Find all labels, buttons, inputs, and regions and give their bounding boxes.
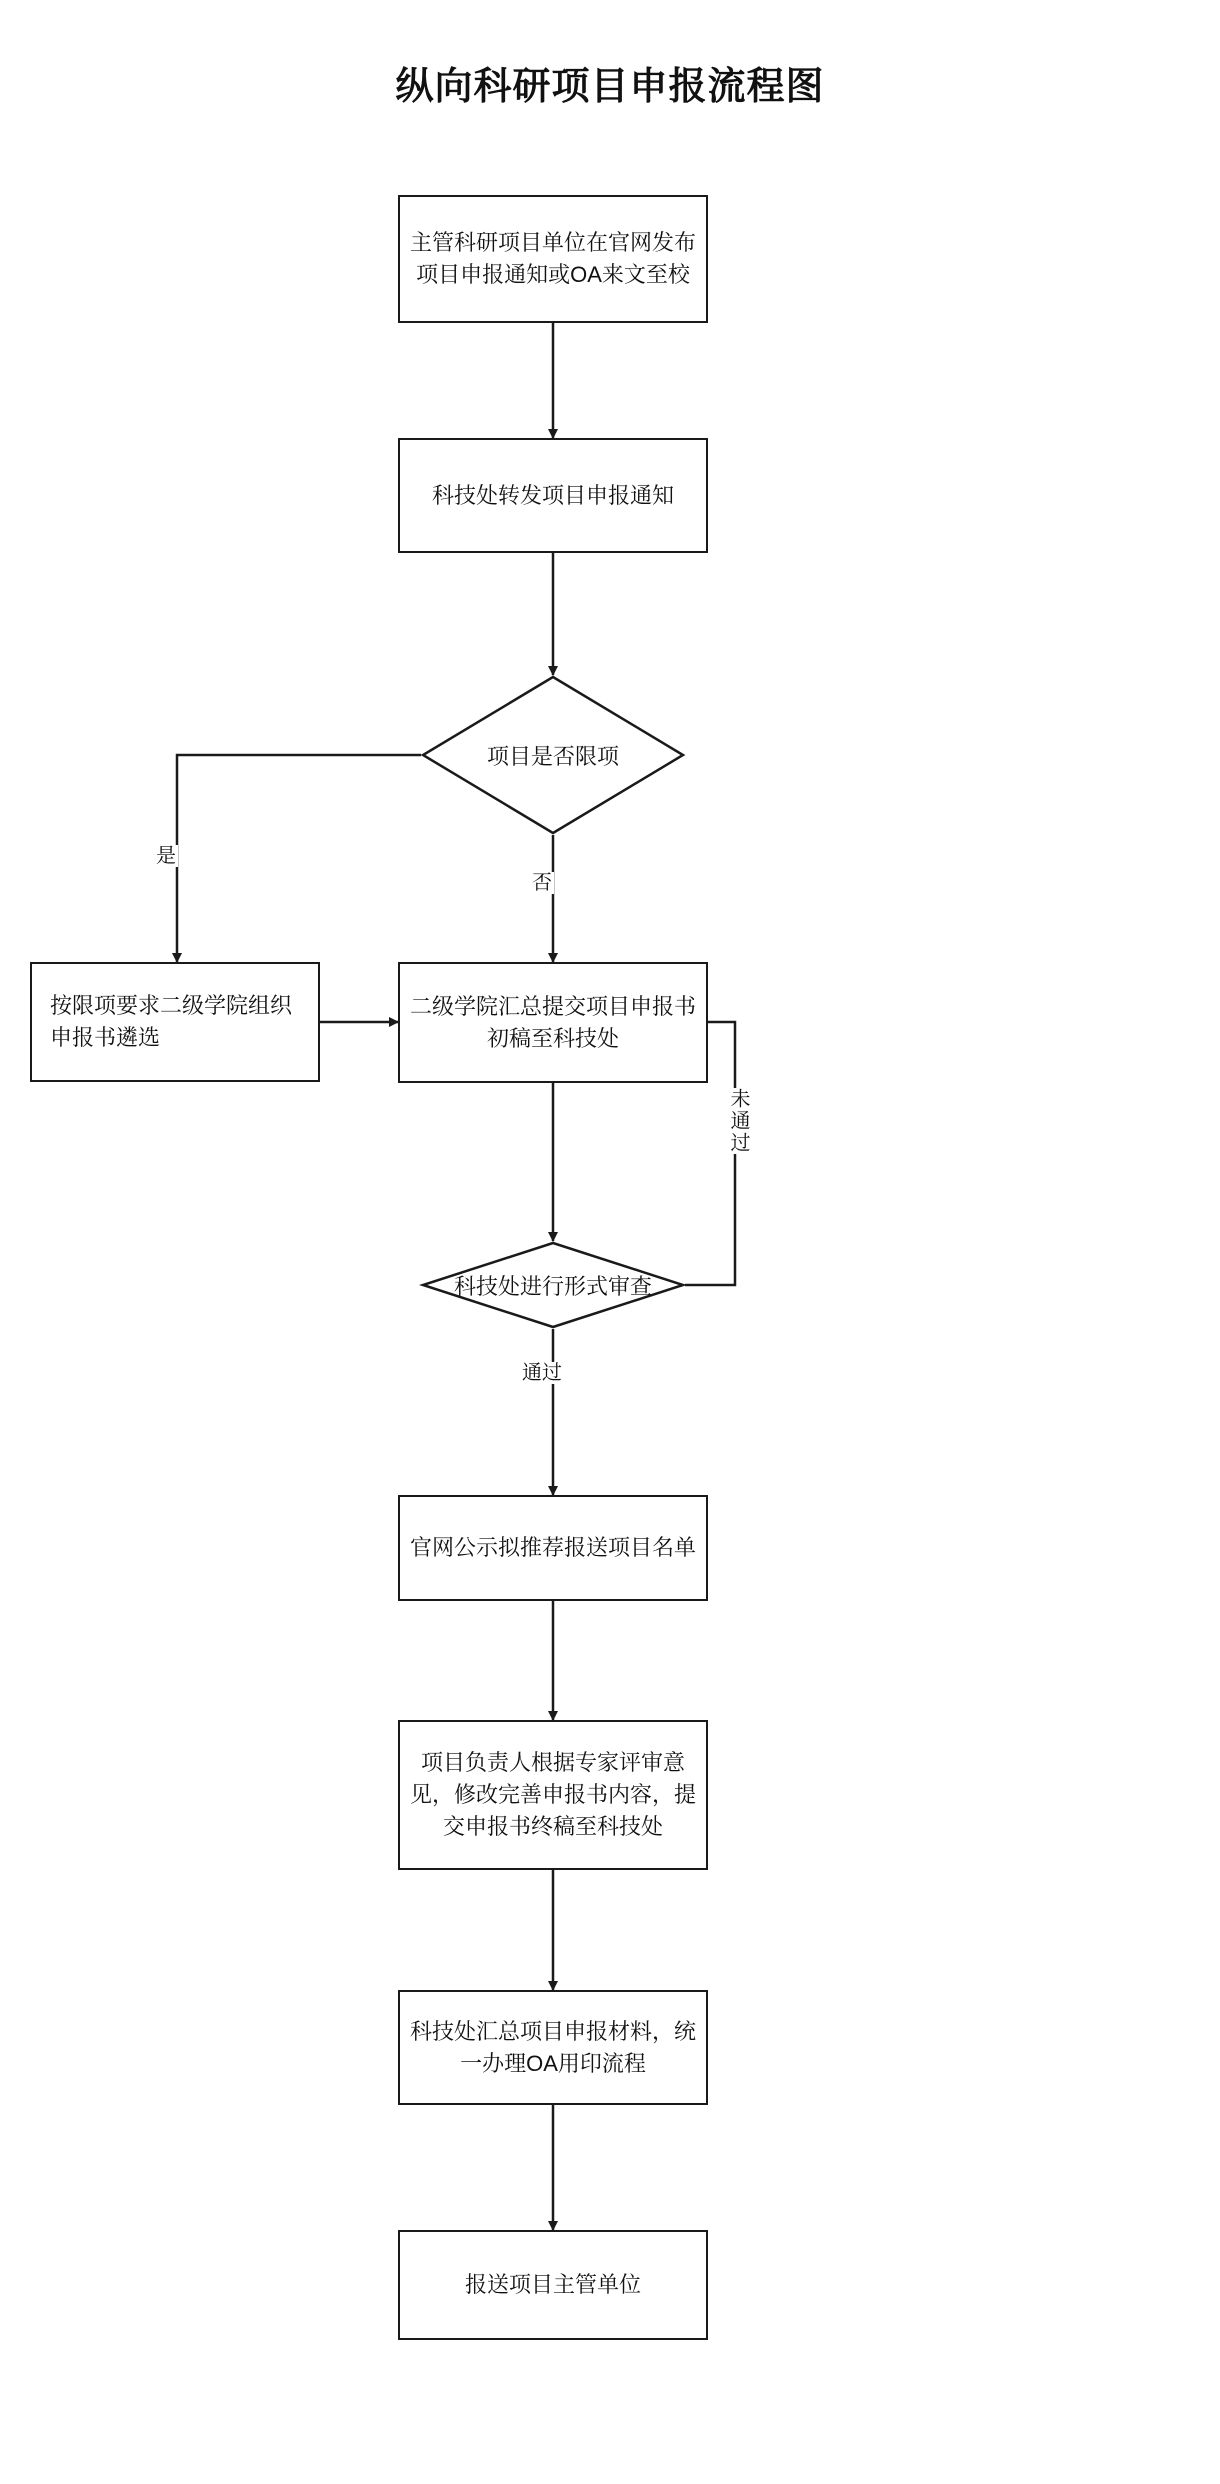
flow-node-label: 报送项目主管单位: [464, 2272, 641, 2298]
flow-node-label: 科技处汇总项目申报材料，统一办理OA用印流程: [410, 2018, 697, 2076]
edge-label-yes: 是: [156, 845, 176, 867]
flow-node-label: 科技处转发项目申报通知: [431, 482, 674, 508]
flow-node-label: 项目负责人根据专家评审意见，修改完善申报书内容，提交申报书终稿至科技处: [410, 1750, 697, 1839]
flow-node-submit-draft[interactable]: [398, 962, 708, 1083]
flow-node-label: 官网公示拟推荐报送项目名单: [410, 1535, 697, 1561]
flow-node-forward-notice[interactable]: [398, 438, 708, 553]
flow-node-label: 按限项要求二级学院组织申报书遴选: [50, 993, 293, 1050]
edge-label-fail: 未通过: [727, 1088, 749, 1154]
flow-node-label: 主管科研项目单位在官网发布项目申报通知或OA来文至校: [410, 230, 697, 287]
flow-decision-limit-check[interactable]: [421, 675, 685, 835]
flow-node-label: 二级学院汇总提交项目申报书初稿至科技处: [410, 993, 697, 1051]
flow-decision-label: 项目是否限项: [486, 743, 619, 769]
edge-label-no: 否: [532, 872, 552, 894]
edge-label-pass: 通过: [522, 1362, 562, 1384]
flow-node-public-announcement[interactable]: [398, 1495, 708, 1601]
flowchart-canvas: [20, 0, 1200, 2484]
flow-node-college-selection[interactable]: [30, 962, 320, 1082]
flow-node-revise-final-draft[interactable]: [398, 1720, 708, 1870]
flow-node-collect-materials[interactable]: [398, 1990, 708, 2105]
flow-node-submit-to-authority[interactable]: [398, 2230, 708, 2340]
flow-decision-label: 科技处进行形式审查: [453, 1273, 652, 1299]
flow-node-publish-notice[interactable]: [398, 195, 708, 323]
page-title: 纵向科研项目申报流程图: [395, 66, 825, 108]
flow-decision-format-review[interactable]: [421, 1241, 685, 1329]
